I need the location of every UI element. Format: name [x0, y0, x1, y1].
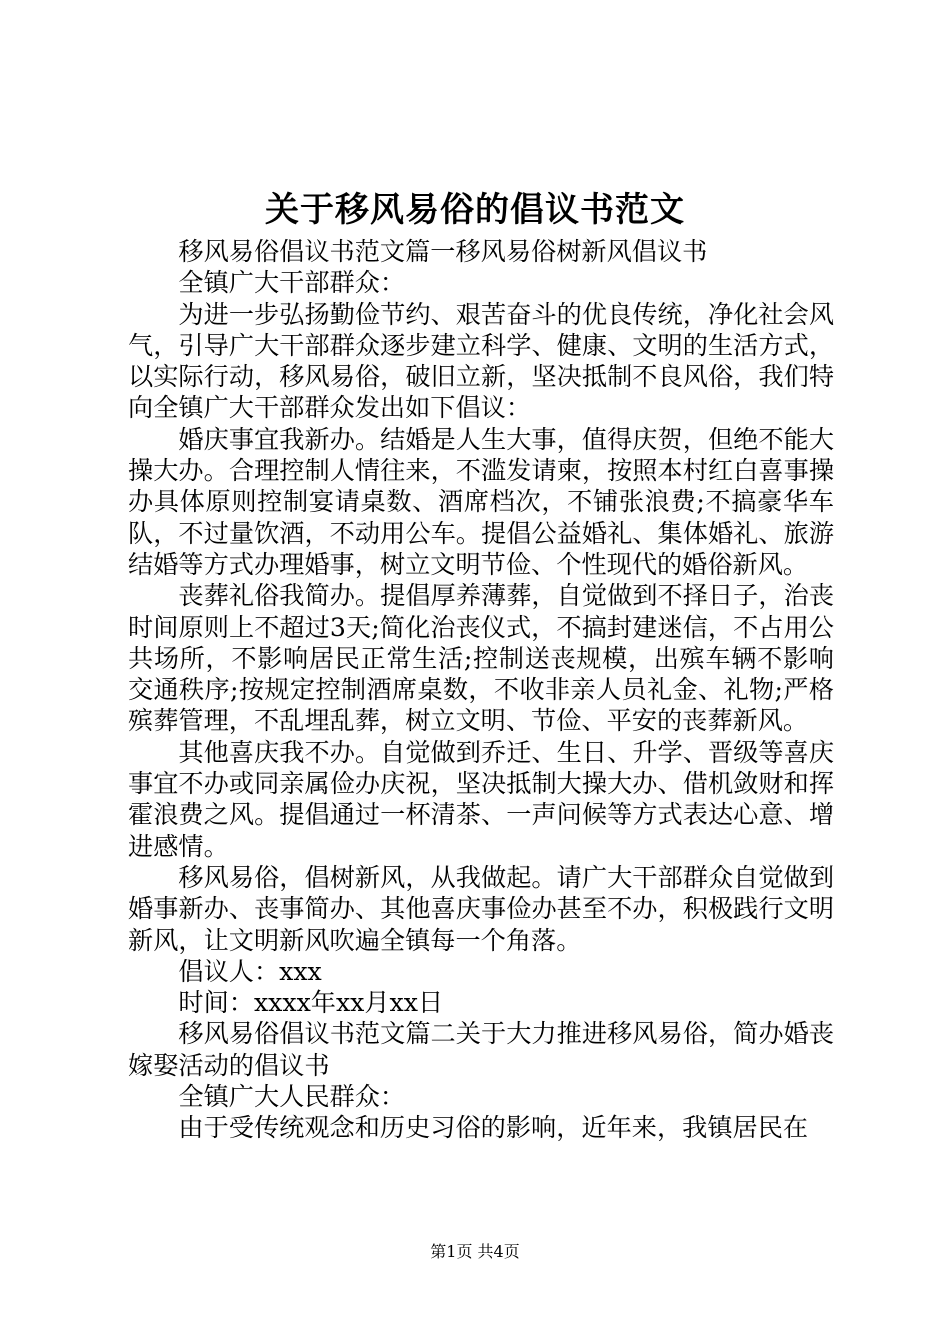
paragraph-other-celebrations: 其他喜庆我不办。自觉做到乔迁、生日、升学、晋级等喜庆事宜不办或同亲属俭办庆祝，坚决抵制大操大办、借机敛财和挥霍浪费之风。提倡通过一杯清茶、一声问候等方式表达心意、增进感情。	[128, 737, 834, 861]
paragraph-funeral: 丧葬礼俗我简办。提倡厚养薄葬，自觉做到不择日子，治丧时间原则上不超过3天;简化治丧仪式，不搞封建迷信，不占用公共场所，不影响居民正常生活;控制送丧规模，出殡车辆不影响交通秩序;按规定控制酒席桌数，不收非亲人员礼金、礼物;严格殡葬管理，不乱埋乱葬，树立文明、节俭、平安的丧葬新风。	[128, 581, 834, 736]
paragraph-wedding: 婚庆事宜我新办。结婚是人生大事，值得庆贺，但绝不能大操大办。合理控制人情往来，不滥发请柬，按照本村红白喜事操办具体原则控制宴请桌数、酒席档次，不铺张浪费;不搞豪华车队，不过量饮酒，不动用公车。提倡公益婚礼、集体婚礼、旅游结婚等方式办理婚事，树立文明节俭、个性现代的婚俗新风。	[128, 424, 834, 579]
page-footer: 第1页 共4页	[430, 1242, 520, 1261]
paragraph-salutation-two: 全镇广大人民群众：	[178, 1082, 406, 1112]
paragraph-closing: 移风易俗，倡树新风，从我做起。请广大干部群众自觉做到婚事新办、丧事简办、其他喜庆事俭办甚至不办，积极践行文明新风，让文明新风吹遍全镇每一个角落。	[128, 862, 834, 955]
paragraph-date: 时间：xxxx年xx月xx日	[178, 988, 444, 1018]
paragraph-subtitle: 移风易俗倡议书范文篇一移风易俗树新风倡议书	[178, 237, 708, 266]
document-title: 关于移风易俗的倡议书范文	[265, 190, 685, 230]
paragraph-salutation: 全镇广大干部群众：	[178, 268, 406, 298]
paragraph-intro: 为进一步弘扬勤俭节约、艰苦奋斗的优良传统，净化社会风气，引导广大干部群众逐步建立科学、健康、文明的生活方式，以实际行动，移风易俗，破旧立新，坚决抵制不良风俗，我们特向全镇广大干部群众发出如下倡议：	[128, 299, 834, 423]
paragraph-body-two: 由于受传统观念和历史习俗的影响，近年来，我镇居民在	[178, 1113, 809, 1143]
paragraph-subtitle-two: 移风易俗倡议书范文篇二关于大力推进移风易俗，简办婚丧嫁娶活动的倡议书	[128, 1019, 834, 1080]
paragraph-initiator: 倡议人：xxx	[178, 956, 322, 986]
document-body	[128, 236, 834, 1144]
